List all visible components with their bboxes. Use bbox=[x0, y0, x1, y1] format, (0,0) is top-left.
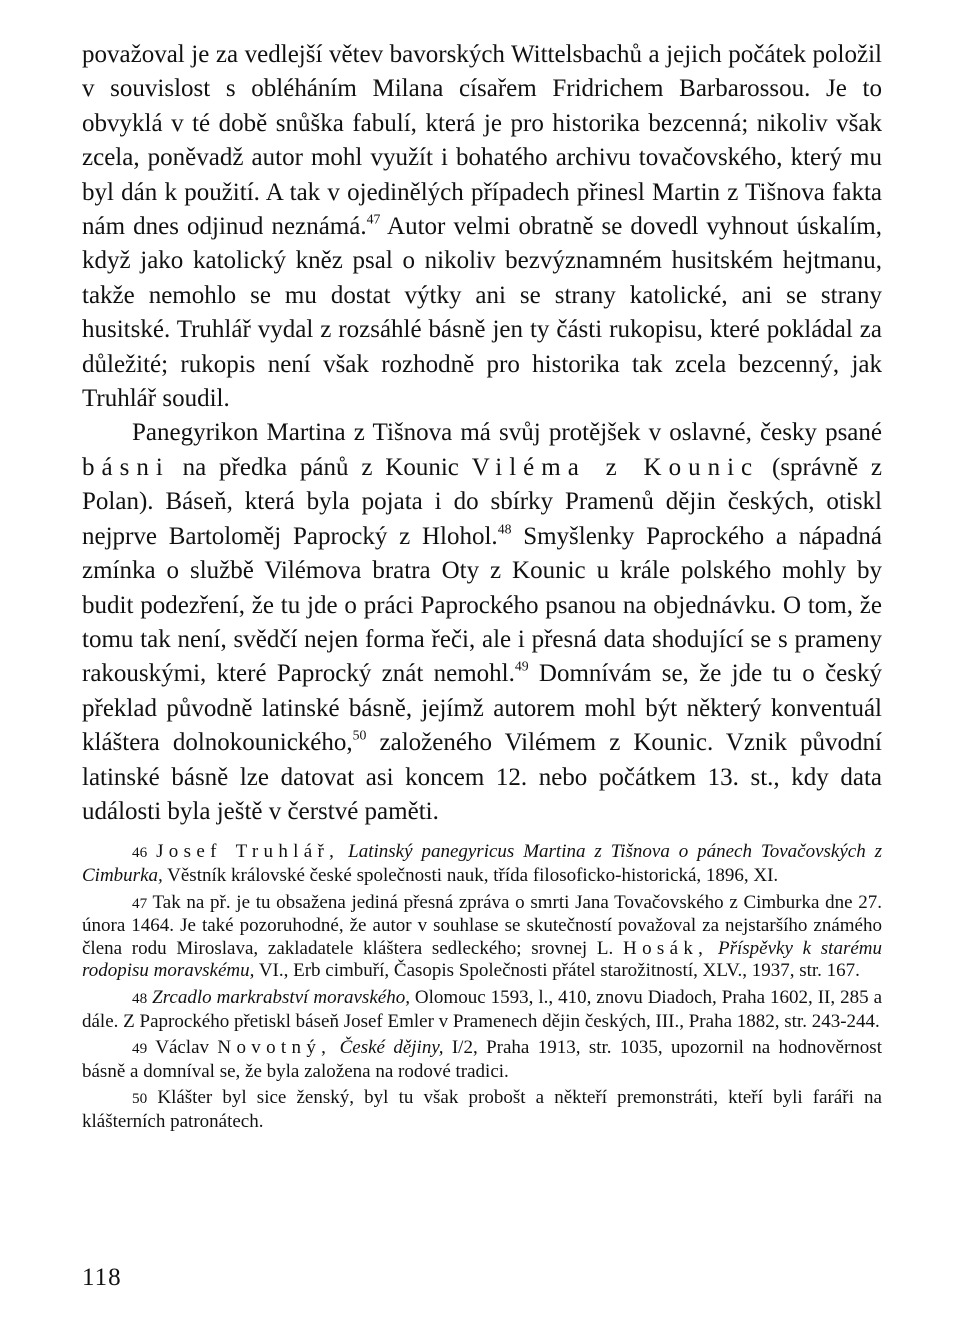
footnote-text: Klášter byl sice ženský, byl tu však probošt a někteří premonstráti, kteří byli faráři na klášterních patronátech. bbox=[82, 1087, 882, 1132]
footnote-50 bbox=[82, 1087, 882, 1133]
paragraph-2 bbox=[82, 416, 882, 829]
footnote-author: Hosák, bbox=[623, 937, 709, 959]
spaced-word: básni bbox=[82, 453, 170, 481]
footnote-48 bbox=[82, 987, 882, 1033]
footnote-number: 49 bbox=[132, 1040, 148, 1058]
footnote-ref-49: 49 bbox=[514, 659, 529, 674]
footnote-text: Tak na př. je tu obsažena jediná přesná zpráva o smrti Jana Tovačovského z Cimburka dne 27. února 1464. Je také pozoruhodné, že autor v souhlase se skutečností považoval za nejstaršího známého člena rodu Miroslava, zakladatele kláštera sedleckého; srovnej L. bbox=[82, 891, 882, 959]
main-text bbox=[82, 38, 882, 829]
paragraph-1 bbox=[82, 38, 882, 416]
spaced-name: Viléma z Kounic bbox=[471, 453, 760, 481]
footnote-text: Václav bbox=[147, 1037, 218, 1059]
footnote-title: České dějiny, bbox=[331, 1037, 444, 1059]
text-run: Domnívám se, že jde tu o český překlad původně latinské básně, jejímž autorem mohl být některý konventuál kláštera dolnokounického, bbox=[82, 660, 882, 757]
page bbox=[82, 38, 882, 1133]
footnote-46 bbox=[82, 841, 882, 887]
text-run: považoval je za vedlejší větev bavorských Wittelsbachů a jejich počátek položil v souvislost s obléháním Milana císařem Fridrichem Barbarossou. Je to obvyklá v té době snůška fabulí, která je pro historika bezcenná; nikoliv však zcela, poněvadž autor mohl využít i bohatého archivu tovačovského, který mu byl dán k použití. A tak v ojedinělých případech přinesl Martin z Tišnova fakta nám dnes odjinud neznámá. bbox=[82, 41, 882, 241]
footnote-title: Příspěvky k starému rodopisu moravskému, bbox=[82, 937, 882, 982]
text-run: Smyšlenky Paprockého a nápadná zmínka o službě Vilémova bratra Oty z Kounic u krále polského mohly by budit podezření, že tu jde o práci Paprockého psanou na objednávku. O tom, že tomu tak není, svědčí nejen forma řeči, ale i přesná data shodující se s prameny rakouskými, které Paprocký znát nemohl. bbox=[82, 522, 882, 688]
footnote-text: VI., Erb cimbuří, Časopis Společnosti přátel starožitností, XLV., 1937, str. 167. bbox=[254, 960, 860, 982]
footnote-ref-50: 50 bbox=[352, 727, 367, 743]
footnote-number: 47 bbox=[132, 894, 148, 912]
footnote-text: I/2, Praha 1913, str. 1035, upozornil na hodnověrnost básně a domníval se, že byla založena na rodové tradici. bbox=[82, 1037, 882, 1082]
footnote-author: Novotný, bbox=[217, 1037, 332, 1059]
footnote-ref-47: 47 bbox=[366, 211, 381, 227]
footnote-47 bbox=[82, 892, 882, 983]
footnote-number: 48 bbox=[132, 989, 148, 1007]
footnote-text: Olomouc 1593, l., 410, znovu Diadoch, Praha 1602, II, 285 a dále. Z Paprockého přetiskl báseň Josef Emler v Pramenech dějin českých, III., Praha 1882, str. 243-244. bbox=[82, 986, 882, 1032]
text-run: na předka pánů z Kounic bbox=[169, 453, 472, 481]
footnote-author: Josef Truhlář, bbox=[156, 841, 340, 863]
footnote-number: 46 bbox=[132, 844, 148, 862]
footnote-text: Věstník královské české společnosti nauk, třída filosoficko-historická, 1896, XI. bbox=[162, 864, 779, 886]
footnote-number: 50 bbox=[132, 1090, 148, 1108]
page-number: 118 bbox=[82, 1264, 122, 1291]
footnote-ref-48: 48 bbox=[497, 521, 512, 537]
footnote-49 bbox=[82, 1037, 882, 1083]
text-run: Panegyrikon Martina z Tišnova má svůj protějšek v oslavné, česky psané bbox=[132, 419, 882, 447]
text-run: Autor velmi obratně se dovedl vyhnout úskalím, když jako katolický kněz psal o nikoliv bezvýznamném husitském hejtmanu, takže nemohlo se mu dostat výtky ani se strany katolické, ani se strany husitské. Truhlář vydal z rozsáhlé básně jen ty části rukopisu, které pokládal za důležité; rukopis není však rozhodně pro historika tak zcela bezcenný, jak Truhlář soudil. bbox=[82, 213, 882, 413]
footnote-title: Zrcadlo markrabství moravského, bbox=[152, 986, 410, 1008]
footnotes bbox=[82, 841, 882, 1133]
text-run: (správně z Polan). Báseň, která byla pojata i do sbírky Pramenů dějin českých, otiskl nejprve Bartoloměj Paprocký z Hlohol. bbox=[82, 453, 882, 550]
text-run: založeného Vilémem z Kounic. Vznik původní latinské básně lze datovat asi koncem 12. nebo počátkem 13. st., kdy data události byla ještě v čerstvé paměti. bbox=[82, 729, 882, 825]
footnote-title: Latinský panegyricus Martina z Tišnova o pánech Tovačovských z Cimburka, bbox=[82, 841, 883, 886]
